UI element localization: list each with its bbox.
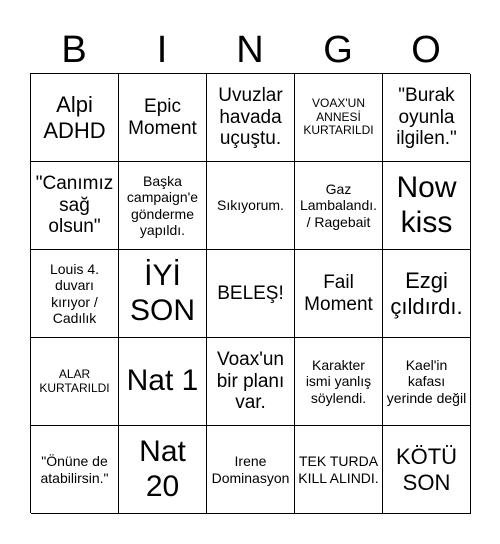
- bingo-cell[interactable]: "Önüne de atabilirsin.": [31, 426, 119, 514]
- bingo-cell[interactable]: Irene Dominasyon: [207, 426, 295, 514]
- bingo-cell[interactable]: Now kiss: [383, 162, 471, 250]
- bingo-header: [30, 24, 470, 76]
- bingo-cell[interactable]: Nat 20: [119, 426, 207, 514]
- bingo-grid: [30, 73, 470, 513]
- bingo-cell[interactable]: Uvuzlar havada uçuştu.: [207, 74, 295, 162]
- header-letter-i: I: [156, 28, 168, 71]
- bingo-cell[interactable]: Alpi ADHD: [31, 74, 119, 162]
- header-letter-b: B: [61, 28, 87, 71]
- bingo-cell[interactable]: Nat 1: [119, 338, 207, 426]
- bingo-cell[interactable]: Epic Moment: [119, 74, 207, 162]
- bingo-cell[interactable]: TEK TURDA KILL ALINDI.: [295, 426, 383, 514]
- bingo-cell[interactable]: Louis 4. duvarı kırıyor / Cadılık: [31, 250, 119, 338]
- bingo-cell[interactable]: Voax'un bir planı var.: [207, 338, 295, 426]
- header-letter-n: N: [236, 28, 264, 71]
- bingo-cell[interactable]: "Burak oyunla ilgilen.": [383, 74, 471, 162]
- bingo-cell[interactable]: Karakter ismi yanlış söylendi.: [295, 338, 383, 426]
- bingo-cell[interactable]: Kael'in kafası yerinde değil: [383, 338, 471, 426]
- bingo-cell[interactable]: ALAR KURTARILDI: [31, 338, 119, 426]
- bingo-cell[interactable]: "Canımız sağ olsun": [31, 162, 119, 250]
- bingo-cell[interactable]: VOAX'UN ANNESİ KURTARILDI: [295, 74, 383, 162]
- bingo-cell[interactable]: Gaz Lambalandı. / Ragebait: [295, 162, 383, 250]
- header-letter-g: G: [323, 28, 353, 71]
- header-letter-o: O: [411, 28, 441, 71]
- bingo-cell[interactable]: Ezgi çıldırdı.: [383, 250, 471, 338]
- bingo-cell[interactable]: KÖTÜ SON: [383, 426, 471, 514]
- bingo-cell[interactable]: Başka campaign'e gönderme yapıldı.: [119, 162, 207, 250]
- bingo-cell[interactable]: Fail Moment: [295, 250, 383, 338]
- bingo-cell[interactable]: İYİ SON: [119, 250, 207, 338]
- bingo-cell[interactable]: BELEŞ!: [207, 250, 295, 338]
- bingo-cell[interactable]: Sıkıyorum.: [207, 162, 295, 250]
